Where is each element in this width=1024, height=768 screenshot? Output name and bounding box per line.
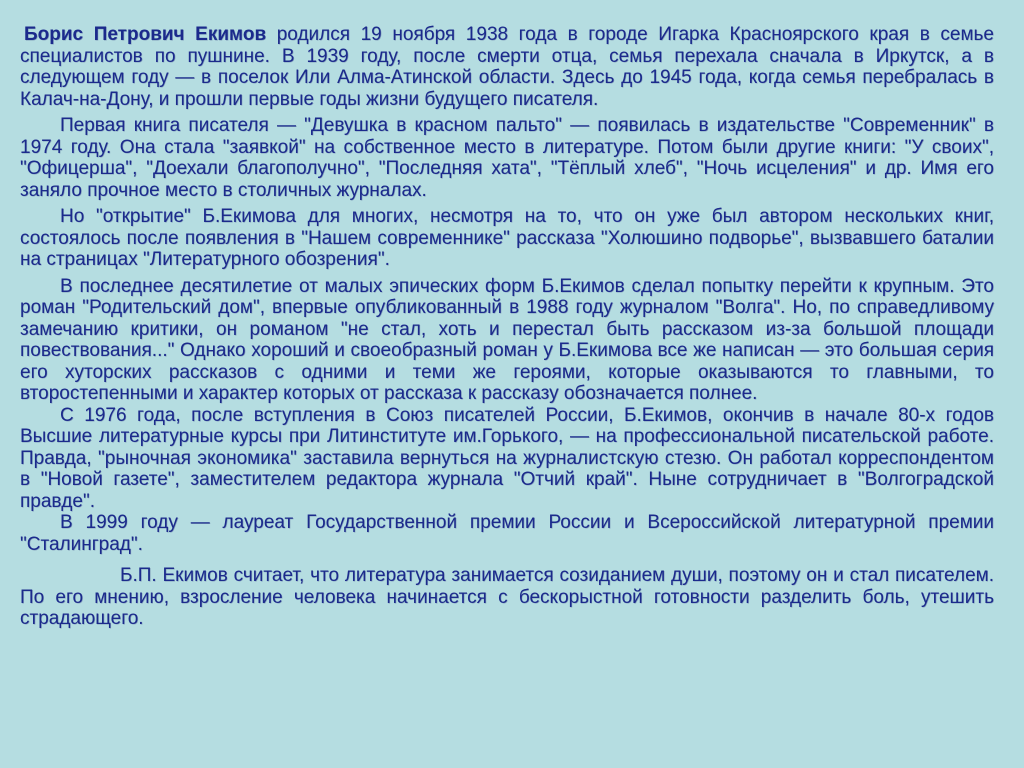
paragraph-philosophy: Б.П. Екимов считает, что литература занимается созиданием души, поэтому он и стал писателем. По его мнению, взросление человека начинается с бескорыстной готовности разделить боль, утешить страдающего. bbox=[20, 565, 994, 629]
paragraph-career: С 1976 года, после вступления в Союз писателей России, Б.Екимов, окончив в начале 80-х годов Высшие литературные курсы при Литинституте им.Горького, — на профессиональной писательской работе. Правда, "рыночная экономика" заставила вернуться на журналистскую стезю. Он работал корреспондентом в "Новой газете", заместителем редактора журнала "Отчий край". Ныне сотрудничает в "Волгоградской правде". bbox=[20, 404, 994, 512]
paragraph-awards: В 1999 году — лауреат Государственной премии России и Всероссийской литературной премии "Сталинград". bbox=[20, 512, 994, 555]
paragraph-discovery: Но "открытие" Б.Екимова для многих, несмотря на то, что он уже был автором нескольких книг, состоялось после появления в "Нашем современнике" рассказа "Холюшино подворье", вызвавшего баталии на страницах "Литературного обозрения". bbox=[20, 206, 994, 270]
paragraph-novel: В последнее десятилетие от малых эпических форм Б.Екимов сделал попытку перейти к крупным. Это роман "Родительский дом", впервые опубликованный в 1988 году журналом "Волга". Но, по справедливому замечанию критики, он романом "не стал, хоть и перестал быть рассказом из-за большой площади повествования..." Однако хороший и своеобразный роман у Б.Екимова все же написан — это большая серия его хуторских рассказов с одними и теми же героями, которые оказываются то главными, то второстепенными и характер которых от рассказа к рассказу обозначается полнее. bbox=[20, 275, 994, 404]
author-name: Борис Петрович Екимов bbox=[24, 24, 267, 45]
paragraph-biography-intro bbox=[20, 24, 994, 110]
paragraph-first-book: Первая книга писателя — "Девушка в красном пальто" — появилась в издательстве "Современник" в 1974 году. Она стала "заявкой" на собственное место в литературе. Потом были другие книги: "У своих", "Офицерша", "Доехали благополучно", "Последняя хата", "Тёплый хлеб", "Ночь исцеления" и др. Имя его заняло прочное место в столичных журналах. bbox=[20, 115, 994, 201]
paragraph-biography-intro-text: родился 19 ноября 1938 года в городе Игарка Красноярского края в семье специалистов по пушнине. В 1939 году, после смерти отца, семья перехала сначала в Иркутск, а в следующем году — в поселок Или Алма-Атинской области. Здесь до 1945 года, когда семья перебралась в Калач-на-Дону, и прошли первые годы жизни будущего писателя. bbox=[20, 24, 994, 110]
